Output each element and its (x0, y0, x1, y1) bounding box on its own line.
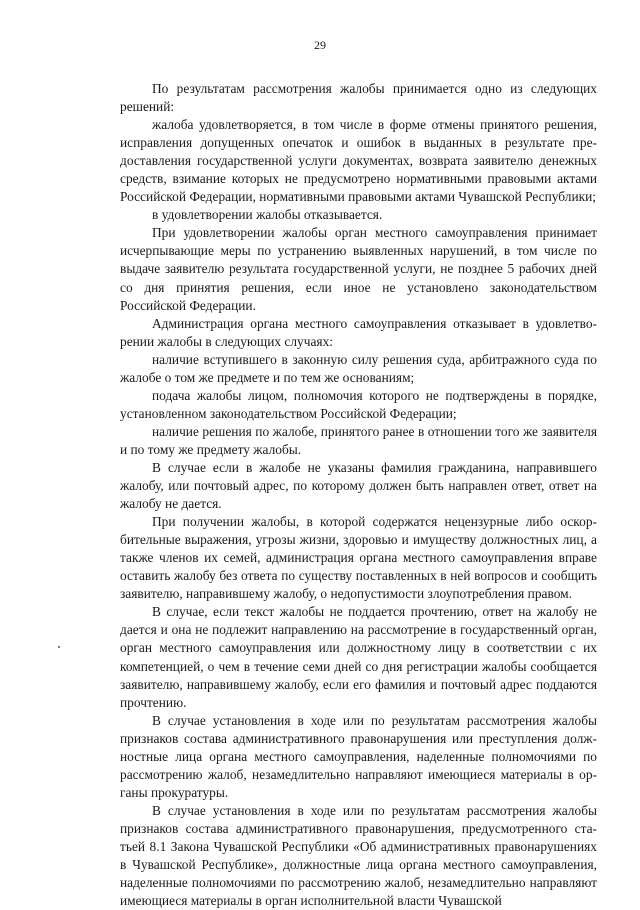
paragraph-remedial-measures: При удовлетворении жалобы орган местного самоуправления принимает исчерпывающие меры по устранению выявленных нарушений, в том числе по выдаче заявителю результата государственной услуги, не позднее 5 рабочих дней со дня принятия решения, если иное не установлено законодательством Российской Федерации. (120, 225, 597, 313)
paragraph-unconfirmed-authority: подача жалобы лицом, полномочия которого не подтверждены в порядке, установленном законодательством Российской Федерации; (120, 387, 597, 421)
paragraph-court-decision: наличие вступившего в законную силу решения суда, арбитражного суда по жалобе о том же предмете и по тем же основаниям; (120, 351, 597, 385)
paragraph-unreadable-text: В случае, если текст жалобы не поддается прочтению, ответ на жалобу не дается и она не подлежит направлению на рассмотрение в государственный орган, орган местного самоуправления или должностному лицу в соответствии с их компетенцией, о чем в течение семи дней со дня регистрации жалобы сообщается заявителю, направившему жалобу, если его фамилия и почтовый адрес поддаются прочтению. (120, 604, 597, 710)
paragraph-prosecution-referral: В случае установления в ходе или по результатам рассмотрения жалобы признаков состава административного правонарушения или преступления должностные лица органа местного самоуправления, наделенные полномочиями по рассмотрению жалоб, незамедлительно направляют имеющиеся материалы в органы прокуратуры. (120, 712, 597, 800)
paragraph-decision-options: По результатам рассмотрения жалобы принимается одно из следующих решений: (120, 81, 597, 115)
paragraph-complaint-refused: в удовлетворении жалобы отказывается. (152, 207, 383, 223)
scan-speck (58, 646, 60, 648)
paragraph-missing-name-address: В случае если в жалобе не указаны фамилия гражданина, направившего жалобу, или почтовый адрес, по которому должен быть направлен ответ, ответ на жалобу не дается. (120, 459, 597, 512)
document-body (120, 80, 597, 910)
page-number: 29 (314, 38, 326, 52)
paragraph-complaint-satisfied: жалоба удовлетворяется, в том числе в форме отмены принятого решения, исправления допущенных опечаток и ошибок в выданных в результате предоставления государственной услуги документах, возврата заявителю денежных средств, взимание которых не предусмотрено нормативными правовыми актами Российской Федерации, нормативными правовыми актами Чувашской Республики; (120, 117, 597, 205)
paragraph-administrative-offense: В случае установления в ходе или по результатам рассмотрения жалобы признаков состава административного правонарушения, предусмотренного статьей 8.1 Закона Чувашской Республики «Об административных правонарушениях в Чувашской Республике», должностные лица органа местного самоуправления, наделенные полномочиями по рассмотрению жалоб, незамедлительно направляют имеющиеся материалы в орган исполнительной власти Чувашской (120, 802, 597, 909)
paragraph-offensive-language: При получении жалобы, в которой содержатся нецензурные либо оскорбительные выражения, угрозы жизни, здоровью и имуществу должностных лиц, а также членов их семей, администрация органа местного самоуправления вправе оставить жалобу без ответа по существу поставленных в ней вопросов и сообщить заявителю, направившему жалобу, о недопустимости злоупотребления правом. (120, 514, 597, 602)
paragraph-refusal-grounds: Администрация органа местного самоуправления отказывает в удовлетворении жалобы в следующих случаях: (120, 315, 597, 349)
paragraph-prior-decision: наличие решения по жалобе, принятого ранее в отношении того же заявителя и по тому же предмету жалобы. (120, 423, 597, 457)
